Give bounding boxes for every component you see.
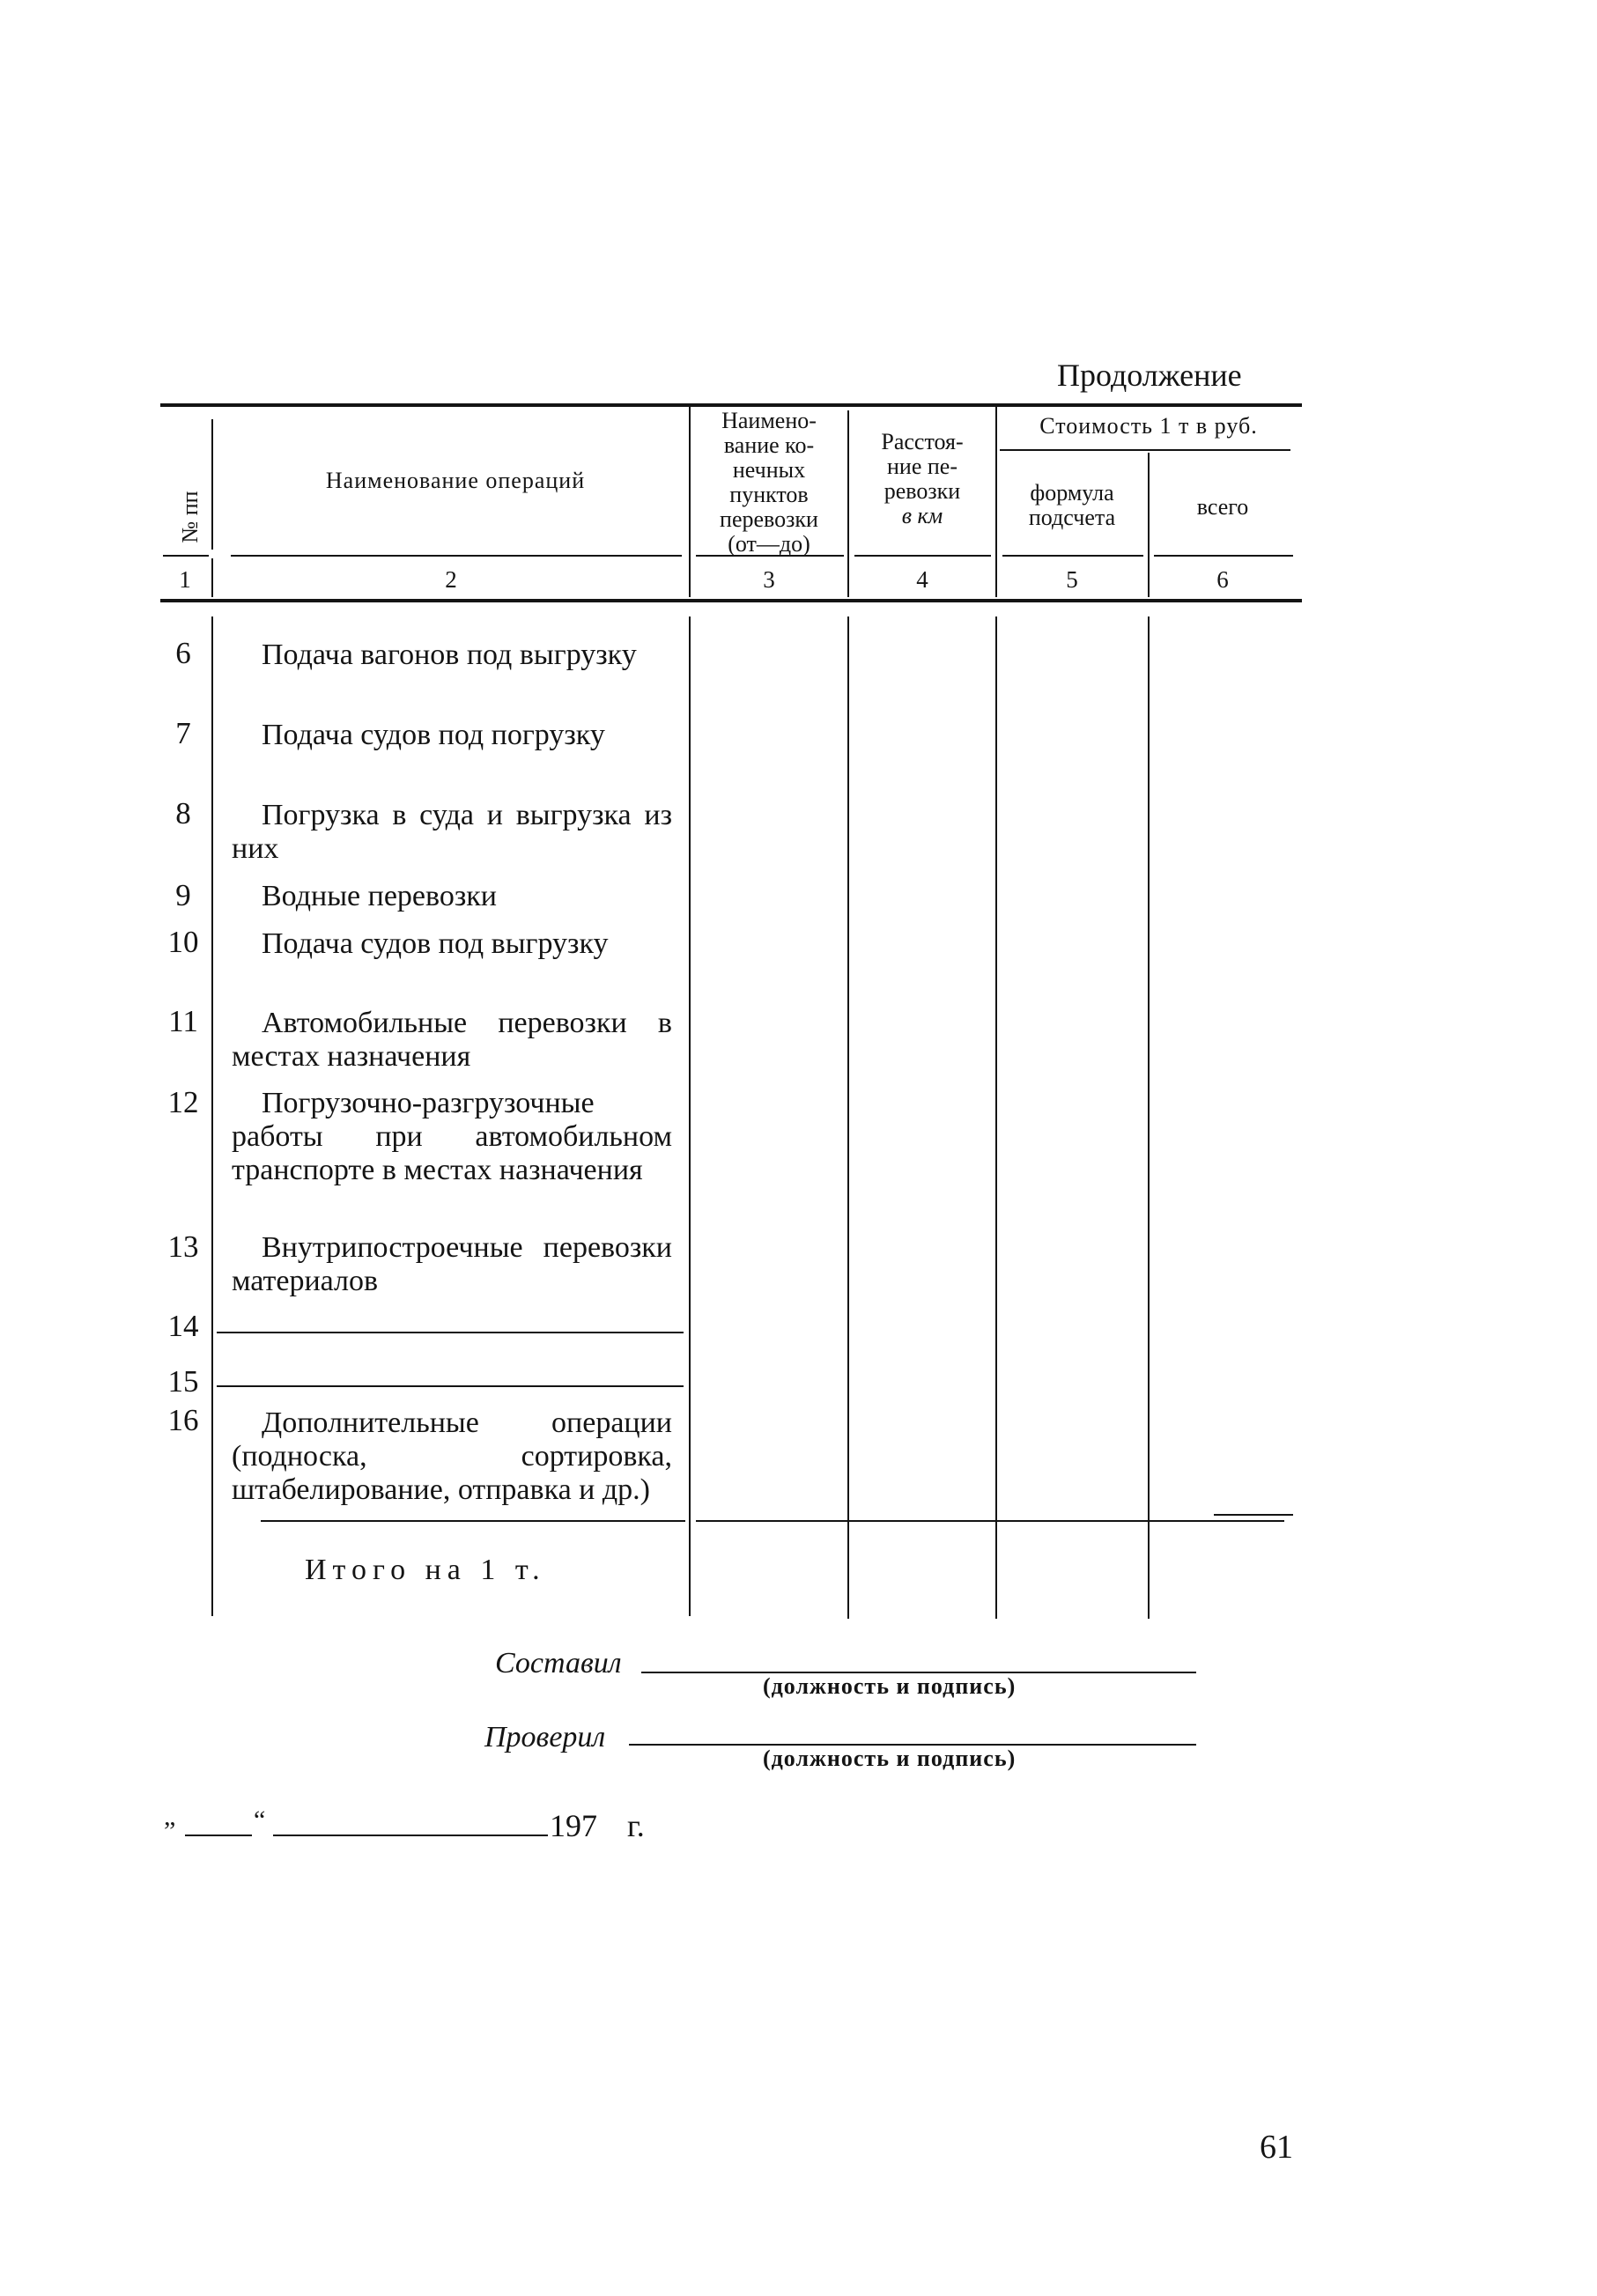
header-col1-number: № пп [177, 491, 203, 543]
operation-name: Погрузочно-разгрузочные работы при автомобильном транспорте в местах назначения [232, 1087, 672, 1186]
column-number-5: 5 [1066, 566, 1078, 593]
operation-name: Подача вагонов под выгрузку [262, 639, 637, 671]
continuation-label: Продолжение [1057, 358, 1242, 393]
row-number: 13 [167, 1229, 199, 1264]
header-bottom-rule-5 [1002, 555, 1143, 557]
header-divider-3 [847, 410, 849, 560]
total-divider-1 [211, 1524, 213, 1610]
operation-name: Внутрипостроечные перевозки материалов [232, 1231, 672, 1297]
body-divider-2 [689, 616, 691, 1616]
row-number: 6 [175, 636, 191, 670]
row-number: 16 [167, 1403, 199, 1437]
colnum-bottom-rule [160, 599, 1302, 602]
operation-name: Водные перевозки [262, 880, 497, 912]
colnum-divider-2 [689, 558, 691, 597]
row-number: 10 [167, 925, 199, 959]
row-number: 8 [175, 796, 191, 831]
header-bottom-rule-6 [1154, 555, 1293, 557]
colnum-divider-3 [847, 558, 849, 597]
operation-name: Подача судов под погрузку [262, 719, 605, 751]
body-divider-4 [995, 616, 997, 1616]
header-bottom-rule-1 [163, 555, 209, 557]
total-top-rule-3 [1214, 1514, 1293, 1516]
checked-by-label: Проверил [484, 1721, 606, 1753]
colnum-divider-1 [211, 558, 213, 597]
row-number: 15 [167, 1364, 199, 1399]
row-number: 7 [175, 716, 191, 750]
header-divider-2 [689, 407, 691, 558]
checked-by-caption: (должность и подпись) [763, 1746, 1017, 1771]
blank-row-line [217, 1385, 684, 1387]
header-col2-operations: Наименование операций [325, 468, 586, 493]
date-close-quote: “ [254, 1805, 266, 1835]
header-divider-5 [1148, 453, 1150, 560]
header-bottom-rule-4 [854, 555, 991, 557]
header-divider-4 [995, 407, 997, 558]
cost-group-rule [1000, 449, 1290, 451]
page-number: 61 [1260, 2129, 1293, 2166]
column-number-6: 6 [1216, 566, 1229, 593]
date-open-quote: „ [164, 1802, 176, 1831]
total-divider-2 [689, 1524, 691, 1610]
total-divider-4 [995, 1524, 997, 1619]
total-top-rule [261, 1520, 685, 1522]
header-divider-1 [211, 419, 213, 550]
header-bottom-rule [231, 555, 682, 557]
colnum-divider-4 [995, 558, 997, 597]
date-month-line [273, 1835, 548, 1836]
row-number: 9 [175, 878, 191, 912]
compiled-by-caption: (должность и подпись) [763, 1673, 1017, 1699]
column-number-2: 2 [445, 566, 457, 593]
header-col4-distance: Расстоя- ние пе- ревозки в км [881, 429, 964, 528]
date-day-line [185, 1835, 252, 1836]
column-number-3: 3 [763, 566, 775, 593]
total-top-rule-2 [696, 1520, 1284, 1522]
operation-name: Автомобильные перевозки в местах назначения [232, 1007, 672, 1073]
total-divider-3 [847, 1524, 849, 1619]
total-divider-5 [1148, 1524, 1150, 1619]
total-label: Итого на 1 т. [305, 1554, 546, 1586]
body-divider-1 [211, 616, 213, 1616]
operation-name: Подача судов под выгрузку [262, 927, 609, 960]
row-number: 11 [168, 1004, 198, 1038]
header-cost-group: Стоимость 1 т в руб. [1039, 413, 1258, 439]
column-number-4: 4 [916, 566, 928, 593]
row-number: 14 [167, 1309, 199, 1343]
operation-name: Погрузка в суда и выгрузка из них [232, 799, 672, 865]
column-number-1: 1 [179, 566, 191, 593]
date-year: 197 [550, 1808, 597, 1843]
header-col3-endpoints: Наимено- вание ко- нечных пунктов перевозки (от—до) [720, 408, 818, 557]
table-top-rule [160, 403, 1302, 407]
row-number: 12 [167, 1085, 199, 1119]
header-col6-total: всего [1196, 494, 1249, 520]
blank-row-line [217, 1332, 684, 1333]
colnum-divider-5 [1148, 558, 1150, 597]
body-divider-5 [1148, 616, 1150, 1616]
compiled-by-label: Составил [495, 1647, 622, 1680]
body-divider-3 [847, 616, 849, 1616]
operation-name: Дополнительные операции (подноска, сортировка, штабелирование, отправка и др.) [232, 1406, 672, 1506]
date-year-suffix: г. [627, 1808, 645, 1843]
header-col5-formula: формула подсчета [1028, 480, 1116, 530]
